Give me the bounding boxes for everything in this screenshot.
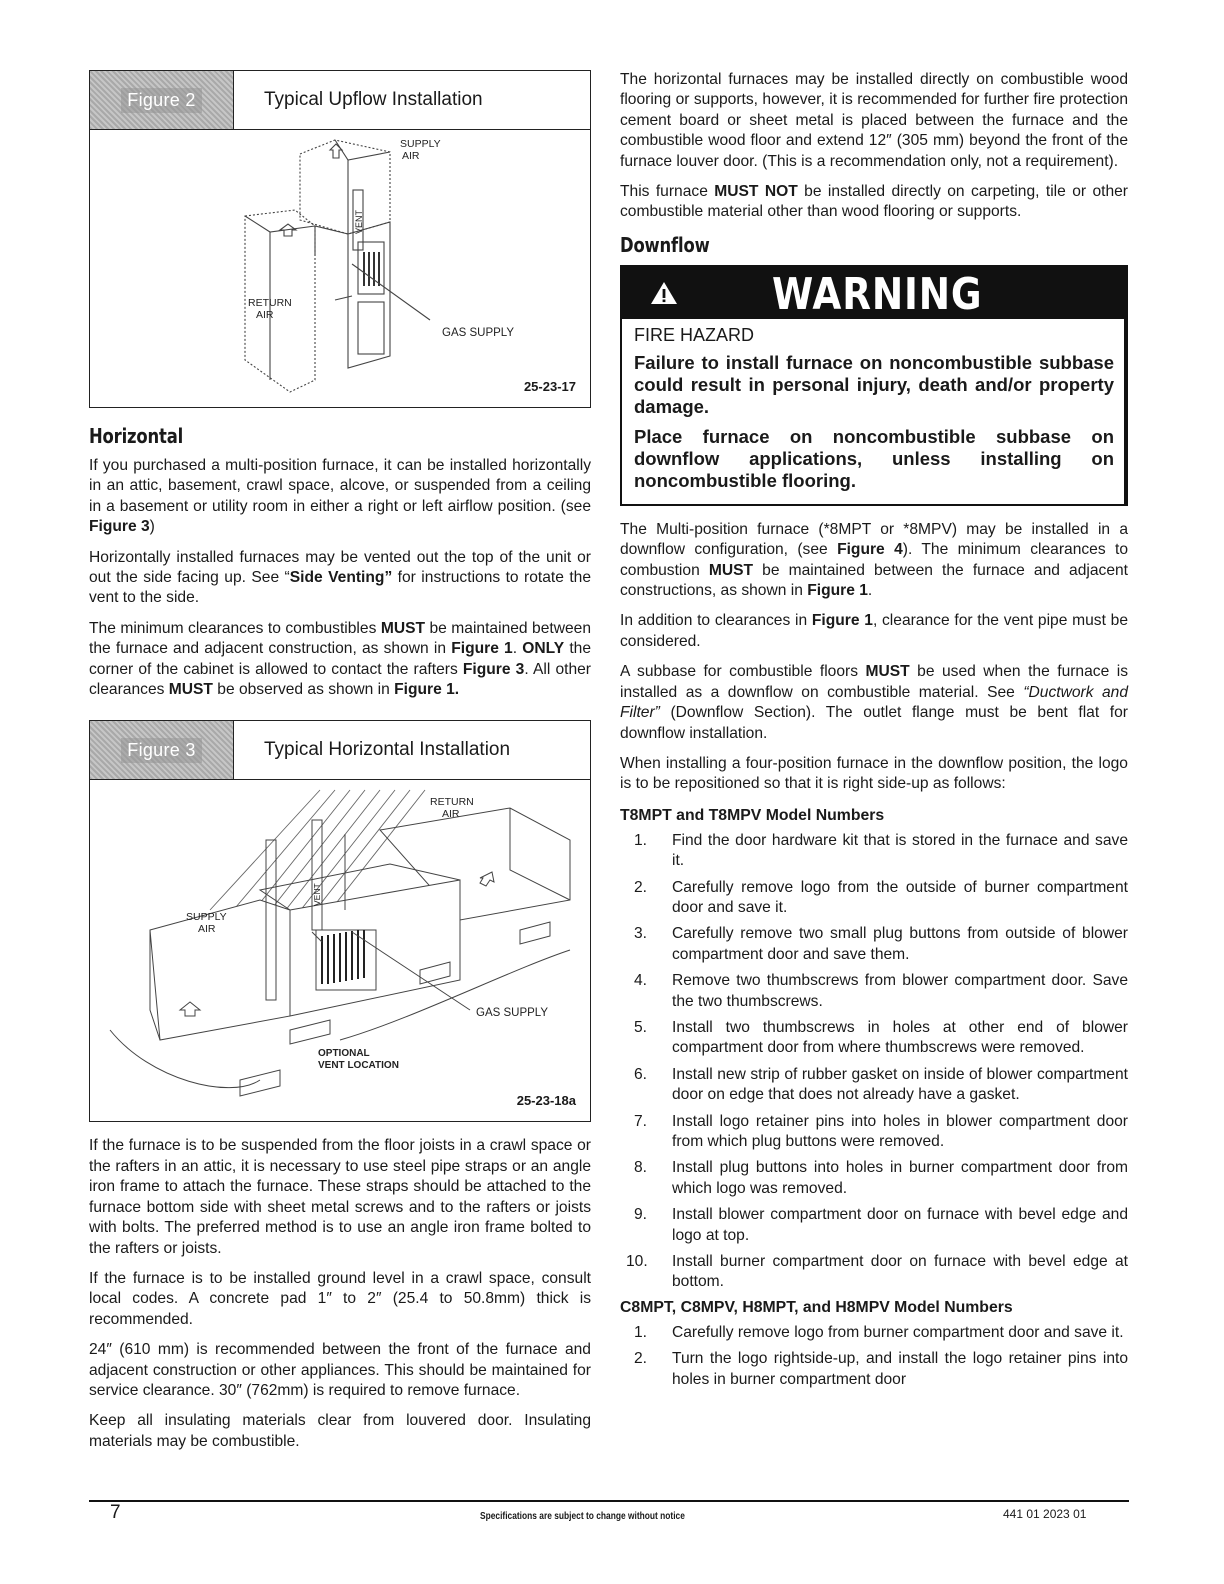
downflow-paragraph-2: In addition to clearances in Figure 1, clearance for the vent pipe must be considered. <box>620 612 1129 650</box>
c8-heading: C8MPT, C8MPV, H8MPT, and H8MPV Model Numbers <box>620 1298 1013 1316</box>
c8-steps <box>620 1323 1128 1390</box>
list-item: 4. Remove two thumbscrews from blower compartment door. Save the two thumbscrews. <box>634 972 1128 1010</box>
figure-2-title: Typical Upflow Installation <box>264 89 483 110</box>
horizontal-heading: Horizontal <box>89 424 184 448</box>
list-item: 8. Install plug buttons into holes in burner compartment door from which logo was removed. <box>634 1159 1128 1197</box>
figure-3 <box>89 720 591 1122</box>
warning-title: WARNING <box>772 268 983 320</box>
right-column <box>620 70 1128 1396</box>
list-item: 6. Install new strip of rubber gasket on inside of blower compartment door on edge that does not already have a gasket. <box>634 1065 1128 1104</box>
document-number: 441 01 2023 01 <box>1003 1507 1087 1521</box>
fig3-label-gas: GAS SUPPLY <box>476 1007 549 1020</box>
horizontal-paragraph-1: If you purchased a multi-position furnace, it can be installed horizontally in an attic, basement, crawl space, alcove, or suspended from a ceiling in a basement or utility room in either a right or left airflow position. (see Figure 3) <box>89 457 591 536</box>
downflow-paragraph-1: The Multi-position furnace (*8MPT or *8MPV) may be installed in a downflow configuration, (see Figure 4). The minimum clearances to combustion MUST be maintained between the furnace and adjacent constructions, as shown in Figure 1. <box>620 520 1129 600</box>
list-item: 1. Find the door hardware kit that is stored in the furnace and save it. <box>634 831 1128 870</box>
horizontal-paragraph-2: Horizontally installed furnaces may be vented out the top of the unit or out the side facing up. See “Side Venting” for instructions to rotate the vent to the side. <box>89 548 592 607</box>
upflow-diagram <box>90 130 590 406</box>
footer-note: Specifications are subject to change without notice <box>480 1510 685 1522</box>
warning-hazard: FIRE HAZARD <box>634 324 755 345</box>
fig2-label-return: RETURN <box>248 297 292 309</box>
list-item: 10. Install burner compartment door on furnace with bevel edge at bottom. <box>626 1253 1128 1291</box>
fig3-label-supply: SUPPLY <box>186 911 227 924</box>
fig2-label-supply-air: AIR <box>402 150 420 162</box>
figure-2-body <box>90 130 590 406</box>
list-item: 7. Install logo retainer pins into holes in blower compartment door from which plug buttons were removed. <box>634 1112 1128 1150</box>
warning-text-1: Failure to install furnace on noncombustible subbase could result in personal injury, death and/or property damage. <box>634 351 1114 417</box>
figure-3-header <box>90 721 590 780</box>
warning-icon <box>650 281 678 305</box>
figure-3-tag <box>90 721 234 779</box>
figure-3-body <box>90 780 590 1120</box>
fig3-label-return: RETURN <box>430 796 474 809</box>
figure-3-title: Typical Horizontal Installation <box>264 739 511 761</box>
footer-rule <box>89 1500 1129 1502</box>
list-item: 9. Install blower compartment door on furnace with bevel edge and logo at top. <box>634 1206 1128 1244</box>
figure-2 <box>89 70 591 408</box>
left-paragraph-clearance: 24″ (610 mm) is recommended between the front of the furnace and adjacent construction or other appliances. This should be maintained for service clearance. 30″ (762mm) is required to remove furnace. <box>89 1341 591 1399</box>
left-paragraph-insulation: Keep all insulating materials clear from louvered door. Insulating materials may be combustible. <box>89 1412 591 1450</box>
list-item: 3. Carefully remove two small plug buttons from outside of blower compartment door and save them. <box>634 925 1128 963</box>
left-column <box>89 70 591 1462</box>
right-paragraph-must-not: This furnace MUST NOT be installed directly on carpeting, tile or other combustible material other than wood flooring or supports. <box>620 183 1128 221</box>
fig2-label-vent: VENT <box>354 209 364 234</box>
list-item: 2. Carefully remove logo from the outside of burner compartment door and save it. <box>634 878 1128 916</box>
fig3-label-supply-air: AIR <box>198 923 216 936</box>
downflow-paragraph-4: When installing a four-position furnace in the downflow position, the logo is to be repositioned so that it is right side-up as follows: <box>620 754 1128 793</box>
page-number: 7 <box>110 1502 121 1523</box>
list-item: 1. Carefully remove logo from burner compartment door and save it. <box>634 1323 1124 1341</box>
fig2-label-return-air: AIR <box>256 309 274 321</box>
figure-2-tag <box>90 71 234 129</box>
left-paragraph-suspend: If the furnace is to be suspended from the floor joists in a crawl space or the rafters in an attic, it is necessary to use steel pipe straps or an angle iron frame to attach the furnace. These straps should be attached to the furnace bottom side with sheet metal screws and to the rafters or joists with bolts. The preferred method is to use an angle iron frame bolted to the rafters or joists. <box>89 1137 591 1257</box>
fig3-label-return-air: AIR <box>442 808 460 821</box>
list-item: 5. Install two thumbscrews in holes at other end of blower compartment door from where thumbscrews were removed. <box>634 1018 1128 1057</box>
downflow-paragraph-3: A subbase for combustible floors MUST be used when the furnace is installed as a downflow on combustible material. See “Ductwork and Filter” (Downflow Section). The outlet flange must be bent flat for downflow installation. <box>620 663 1128 742</box>
downflow-heading: Downflow <box>620 232 710 257</box>
fig2-label-supply: SUPPLY <box>400 138 441 150</box>
warning-bar <box>622 267 1124 319</box>
figure-2-header <box>90 71 590 130</box>
horizontal-diagram <box>90 780 590 1120</box>
left-paragraph-ground: If the furnace is to be installed ground level in a crawl space, consult local codes. A concrete pad 1″ to 2″ (25.4 to 50.8mm) thick is recommended. <box>89 1269 591 1328</box>
fig2-label-gas: GAS SUPPLY <box>442 327 515 339</box>
figure-3-code: 25-23-18a <box>516 1093 576 1109</box>
fig3-label-optional: OPTIONAL <box>318 1048 370 1060</box>
warning-text-2: Place furnace on noncombustible subbase on downflow applications, unless installing on noncombustible flooring. <box>634 425 1114 491</box>
fig3-label-vent-location: VENT LOCATION <box>318 1060 399 1072</box>
horizontal-paragraph-3: The minimum clearances to combustibles MUST be maintained between the furnace and adjacent construction, as shown in Figure 1. ONLY the corner of the cabinet is allowed to contact the rafters Figure 3. All other clearances MUST be observed as shown in Figure 1. <box>89 619 591 699</box>
figure-2-tag-label: Figure 2 <box>121 88 201 113</box>
t8-steps <box>620 831 1128 1293</box>
t8-heading: T8MPT and T8MPV Model Numbers <box>620 806 885 824</box>
figure-3-tag-label: Figure 3 <box>121 738 201 763</box>
figure-2-code: 25-23-17 <box>523 379 576 394</box>
fig3-label-vent: VENT <box>312 883 322 907</box>
warning-box <box>620 265 1128 506</box>
list-item: 2. Turn the logo rightside-up, and install the logo retainer pins into holes in burner compartment door <box>634 1350 1128 1388</box>
right-paragraph-wood-floor: The horizontal furnaces may be installed directly on combustible wood flooring or supports, however, it is recommended for further fire protection cement board or sheet metal is placed between the furnace and the combustible wood floor and extend 12″ (305 mm) beyond the front of the furnace louver door. (This is a recommendation only, not a requirement). <box>620 71 1128 170</box>
